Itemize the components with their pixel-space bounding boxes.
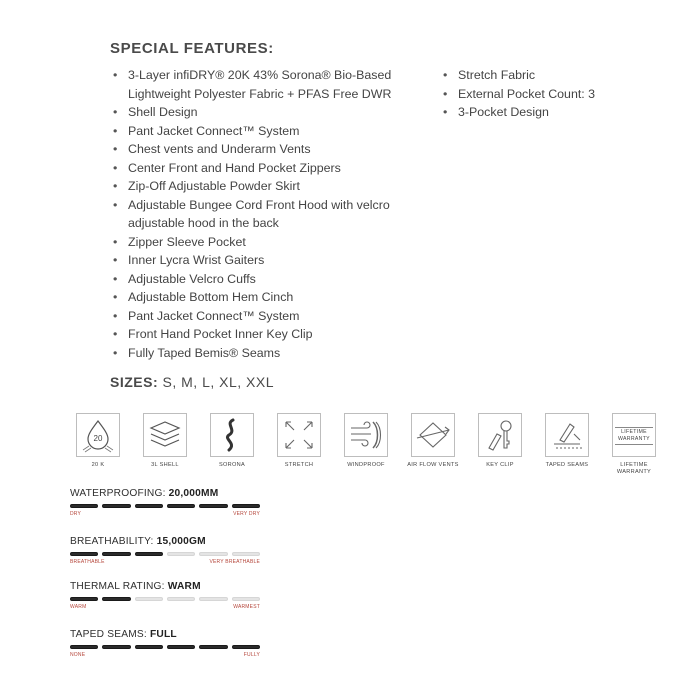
key-clip-icon	[478, 413, 522, 457]
rating-segment	[232, 504, 260, 508]
feature-item: • Front Hand Pocket Inner Key Clip	[110, 325, 410, 344]
feature-item: • Stretch Fabric	[440, 66, 660, 85]
rating-title	[70, 629, 260, 641]
rating-segment	[135, 597, 163, 601]
icon-label-sorona: SORONA	[218, 462, 246, 468]
rating-value: WARM	[167, 581, 201, 592]
icon-label-windproof: WINDPROOF	[347, 462, 385, 468]
icon-label-key-clip: KEY CLIP	[486, 462, 514, 468]
rating-meter	[70, 504, 260, 508]
rating-segment	[199, 552, 227, 556]
taped-seams-icon	[545, 413, 589, 457]
rating-meter	[70, 645, 260, 649]
rating-segment	[135, 552, 163, 556]
rating-title	[70, 536, 260, 548]
feature-icons-row	[68, 413, 668, 483]
feature-item: • Chest vents and Underarm Vents	[110, 140, 410, 159]
rating-label: BREATHABILITY:	[70, 536, 154, 547]
rating-value: FULL	[149, 629, 177, 640]
rating-scale-low: WARM	[70, 604, 87, 610]
rating-scale	[70, 652, 260, 658]
feature-item: • Inner Lycra Wrist Gaiters	[110, 251, 410, 270]
rating-scale-low: DRY	[70, 511, 82, 517]
feature-item: • Center Front and Hand Pocket Zippers	[110, 159, 410, 178]
icon-item-stretch	[269, 413, 329, 469]
feature-item: • Pant Jacket Connect™ System	[110, 307, 410, 326]
icon-item-air-flow-vents	[403, 413, 463, 469]
rating-segment	[199, 597, 227, 601]
rating-title	[70, 488, 260, 500]
20k-icon	[76, 413, 120, 457]
rating-segment	[199, 645, 227, 649]
rating-segment	[70, 597, 98, 601]
feature-item: • 3-Pocket Design	[440, 103, 660, 122]
air-flow-vents-icon	[411, 413, 455, 457]
icon-label-3l-shell: 3L SHELL	[151, 462, 179, 468]
rating-block	[70, 488, 260, 517]
features-list-left	[110, 66, 410, 362]
feature-item: • External Pocket Count: 3	[440, 85, 660, 104]
rating-segment	[167, 645, 195, 649]
lifetime-warranty-icon	[612, 413, 656, 457]
feature-item: • Adjustable Bottom Hem Cinch	[110, 288, 410, 307]
rating-segment	[135, 504, 163, 508]
rating-segment	[102, 504, 130, 508]
rating-scale-high: FULLY	[243, 652, 260, 658]
icon-item-3l-shell	[135, 413, 195, 469]
rating-segment	[135, 645, 163, 649]
rating-segment	[199, 504, 227, 508]
sizes-values: S, M, L, XL, XXL	[162, 374, 275, 390]
icon-item-sorona	[202, 413, 262, 469]
rating-scale	[70, 559, 260, 565]
rating-label: THERMAL RATING:	[70, 581, 165, 592]
rating-segment	[232, 645, 260, 649]
sizes-line	[110, 374, 274, 390]
rating-value: 15,000GM	[156, 536, 206, 547]
sizes-label: SIZES:	[110, 374, 159, 390]
feature-item: • Adjustable Velcro Cuffs	[110, 270, 410, 289]
feature-item: • 3-Layer infiDRY® 20K 43% Sorona® Bio-Based Lightweight Polyester Fabric + PFAS Free DWR	[110, 66, 410, 103]
rating-segment	[167, 504, 195, 508]
features-list-right	[440, 66, 660, 122]
rating-segment	[70, 504, 98, 508]
icon-label-air-flow-vents: AIR FLOW VENTS	[407, 462, 459, 468]
rating-title	[70, 581, 260, 593]
rating-scale-low: BREATHABLE	[70, 559, 105, 565]
rating-scale-high: VERY DRY	[233, 511, 260, 517]
special-features-heading: SPECIAL FEATURES:	[110, 40, 274, 57]
icon-item-20k	[68, 413, 128, 469]
rating-block	[70, 629, 260, 658]
lifetime-warranty-box-text: LIFETIME WARRANTY	[615, 427, 653, 445]
icon-item-key-clip	[470, 413, 530, 469]
rating-meter	[70, 597, 260, 601]
stretch-icon	[277, 413, 321, 457]
rating-scale-low: NONE	[70, 652, 86, 658]
icon-label-lifetime-warranty: LIFETIME WARRANTY	[616, 462, 652, 475]
rating-segment	[102, 597, 130, 601]
rating-segment	[232, 552, 260, 556]
icon-item-windproof	[336, 413, 396, 469]
3l-shell-icon	[143, 413, 187, 457]
rating-block	[70, 536, 260, 565]
rating-scale-high: VERY BREATHABLE	[209, 559, 260, 565]
windproof-icon	[344, 413, 388, 457]
rating-segment	[232, 597, 260, 601]
rating-scale	[70, 511, 260, 517]
icon-item-taped-seams	[537, 413, 597, 469]
feature-item: • Pant Jacket Connect™ System	[110, 122, 410, 141]
rating-scale	[70, 604, 260, 610]
rating-segment	[70, 552, 98, 556]
rating-segment	[167, 552, 195, 556]
sorona-icon	[210, 413, 254, 457]
rating-value: 20,000MM	[168, 488, 219, 499]
feature-item: • Zip-Off Adjustable Powder Skirt	[110, 177, 410, 196]
icon-item-lifetime-warranty	[604, 413, 664, 476]
rating-label: WATERPROOFING:	[70, 488, 166, 499]
20k-badge-text: 20	[93, 434, 103, 443]
feature-item: • Zipper Sleeve Pocket	[110, 233, 410, 252]
rating-segment	[102, 645, 130, 649]
rating-segment	[70, 645, 98, 649]
rating-scale-high: WARMEST	[233, 604, 260, 610]
rating-block	[70, 581, 260, 610]
feature-item: • Adjustable Bungee Cord Front Hood with velcro adjustable hood in the back	[110, 196, 410, 233]
feature-item: • Shell Design	[110, 103, 410, 122]
rating-segment	[102, 552, 130, 556]
rating-label: TAPED SEAMS:	[70, 629, 147, 640]
feature-item: • Fully Taped Bemis® Seams	[110, 344, 410, 363]
icon-label-20k: 20 K	[91, 462, 105, 468]
icon-label-taped-seams: TAPED SEAMS	[545, 462, 589, 468]
rating-segment	[167, 597, 195, 601]
icon-label-stretch: STRETCH	[284, 462, 314, 468]
rating-meter	[70, 552, 260, 556]
